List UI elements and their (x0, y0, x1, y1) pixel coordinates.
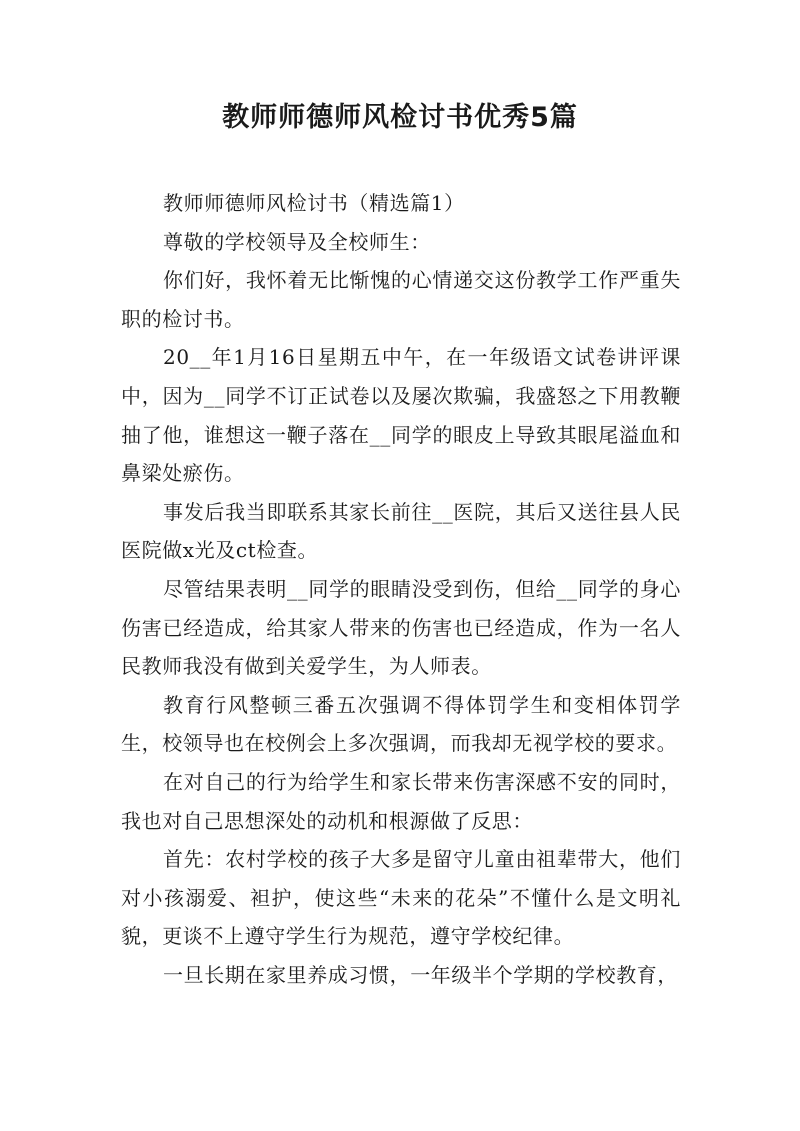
paragraph-hospital: 事发后我当即联系其家长前往__医院，其后又送往县人民医院做x光及ct检查。 (121, 499, 681, 563)
paragraph-reflection: 在对自己的行为给学生和家长带来伤害深感不安的同时，我也对自己思想深处的动机和根源做了反思： (121, 769, 681, 833)
section-heading: 教师师德师风检讨书（精选篇1） (163, 191, 465, 215)
salutation: 尊敬的学校领导及全校师生： (163, 229, 431, 254)
paragraph-incident: 20__年1月16日星期五中午，在一年级语文试卷讲评课中，因为__同学不订正试卷以及屡次欺骗，我盛怒之下用教鞭抽了他，谁想这一鞭子落在__同学的眼皮上导致其眼尾溢血和鼻梁处瘀伤。 (121, 345, 681, 486)
paragraph-greeting: 你们好，我怀着无比惭愧的心情递交这份教学工作严重失职的检讨书。 (121, 268, 681, 331)
paragraph-habit: 一旦长期在家里养成习惯，一年级半个学期的学校教育， (163, 962, 678, 987)
paragraph-regulation: 教育行风整顿三番五次强调不得体罚学生和变相体罚学生，校领导也在校例会上多次强调，而我却无视学校的要求。 (121, 692, 681, 756)
document-body (121, 184, 681, 994)
paragraph-result: 尽管结果表明__同学的眼睛没受到伤，但给__同学的身心伤害已经造成，给其家人带来的伤害也已经造成，作为一名人民教师我没有做到关爱学生，为人师表。 (121, 576, 681, 679)
document-title: 教师师德师风检讨书优秀5篇 (222, 102, 578, 133)
paragraph-first-reason: 首先：农村学校的孩子大多是留守儿童由祖辈带大，他们对小孩溺爱、袒护，使这些“未来的花朵”不懂什么是文明礼貌，更谈不上遵守学生行为规范，遵守学校纪律。 (121, 847, 681, 949)
